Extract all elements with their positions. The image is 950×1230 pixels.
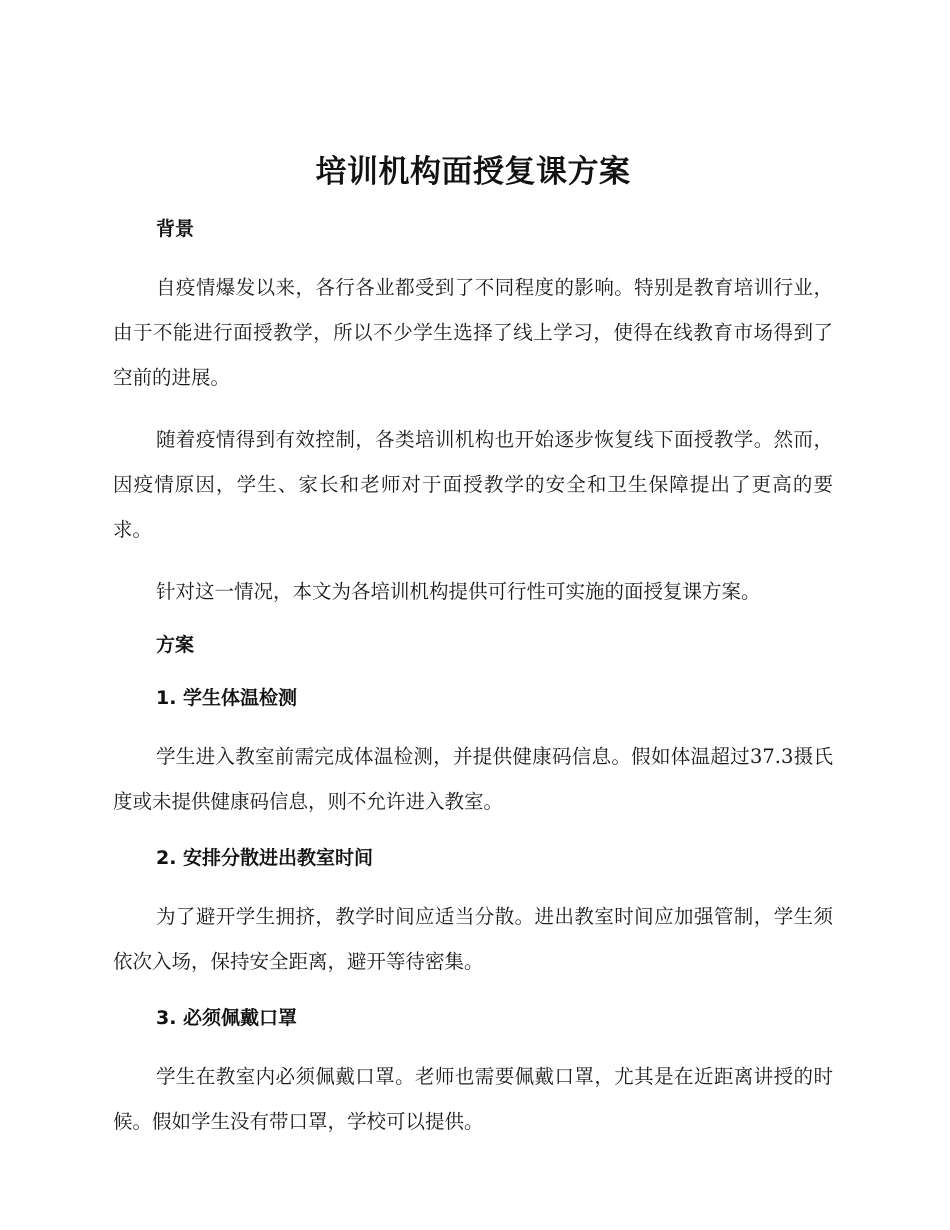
paragraph-background-3: 针对这一情况，本文为各培训机构提供可行性可实施的面授复课方案。 xyxy=(156,580,761,603)
document-title: 培训机构面授复课方案 xyxy=(315,154,631,190)
item-heading-masks: 3. 必须佩戴口罩 xyxy=(156,1007,298,1029)
paragraph-background-1: 自疫情爆发以来，各行各业都受到了不同程度的影响。特别是教育培训行业，由于不能进行面授教学，所以不少学生选择了线上学习，使得在线教育市场得到了空前的进展。 xyxy=(113,276,833,389)
item-heading-temperature-check: 1. 学生体温检测 xyxy=(156,687,298,709)
document-body xyxy=(113,150,833,1161)
paragraph-masks: 学生在教室内必须佩戴口罩。老师也需要佩戴口罩，尤其是在近距离讲授的时候。假如学生没有带口罩，学校可以提供。 xyxy=(113,1065,833,1133)
section-heading-plan: 方案 xyxy=(156,634,195,656)
paragraph-temperature-check: 学生进入教室前需完成体温检测，并提供健康码信息。假如体温超过37.3摄氏度或未提供健康码信息，则不允许进入教室。 xyxy=(113,745,833,813)
section-heading-background: 背景 xyxy=(156,218,195,240)
item-heading-staggered-entry: 2. 安排分散进出教室时间 xyxy=(156,847,374,869)
paragraph-background-2: 随着疫情得到有效控制，各类培训机构也开始逐步恢复线下面授教学。然而，因疫情原因，学生、家长和老师对于面授教学的安全和卫生保障提出了更高的要求。 xyxy=(113,428,833,541)
paragraph-staggered-entry: 为了避开学生拥挤，教学时间应适当分散。进出教室时间应加强管制，学生须依次入场，保持安全距离，避开等待密集。 xyxy=(113,905,833,973)
